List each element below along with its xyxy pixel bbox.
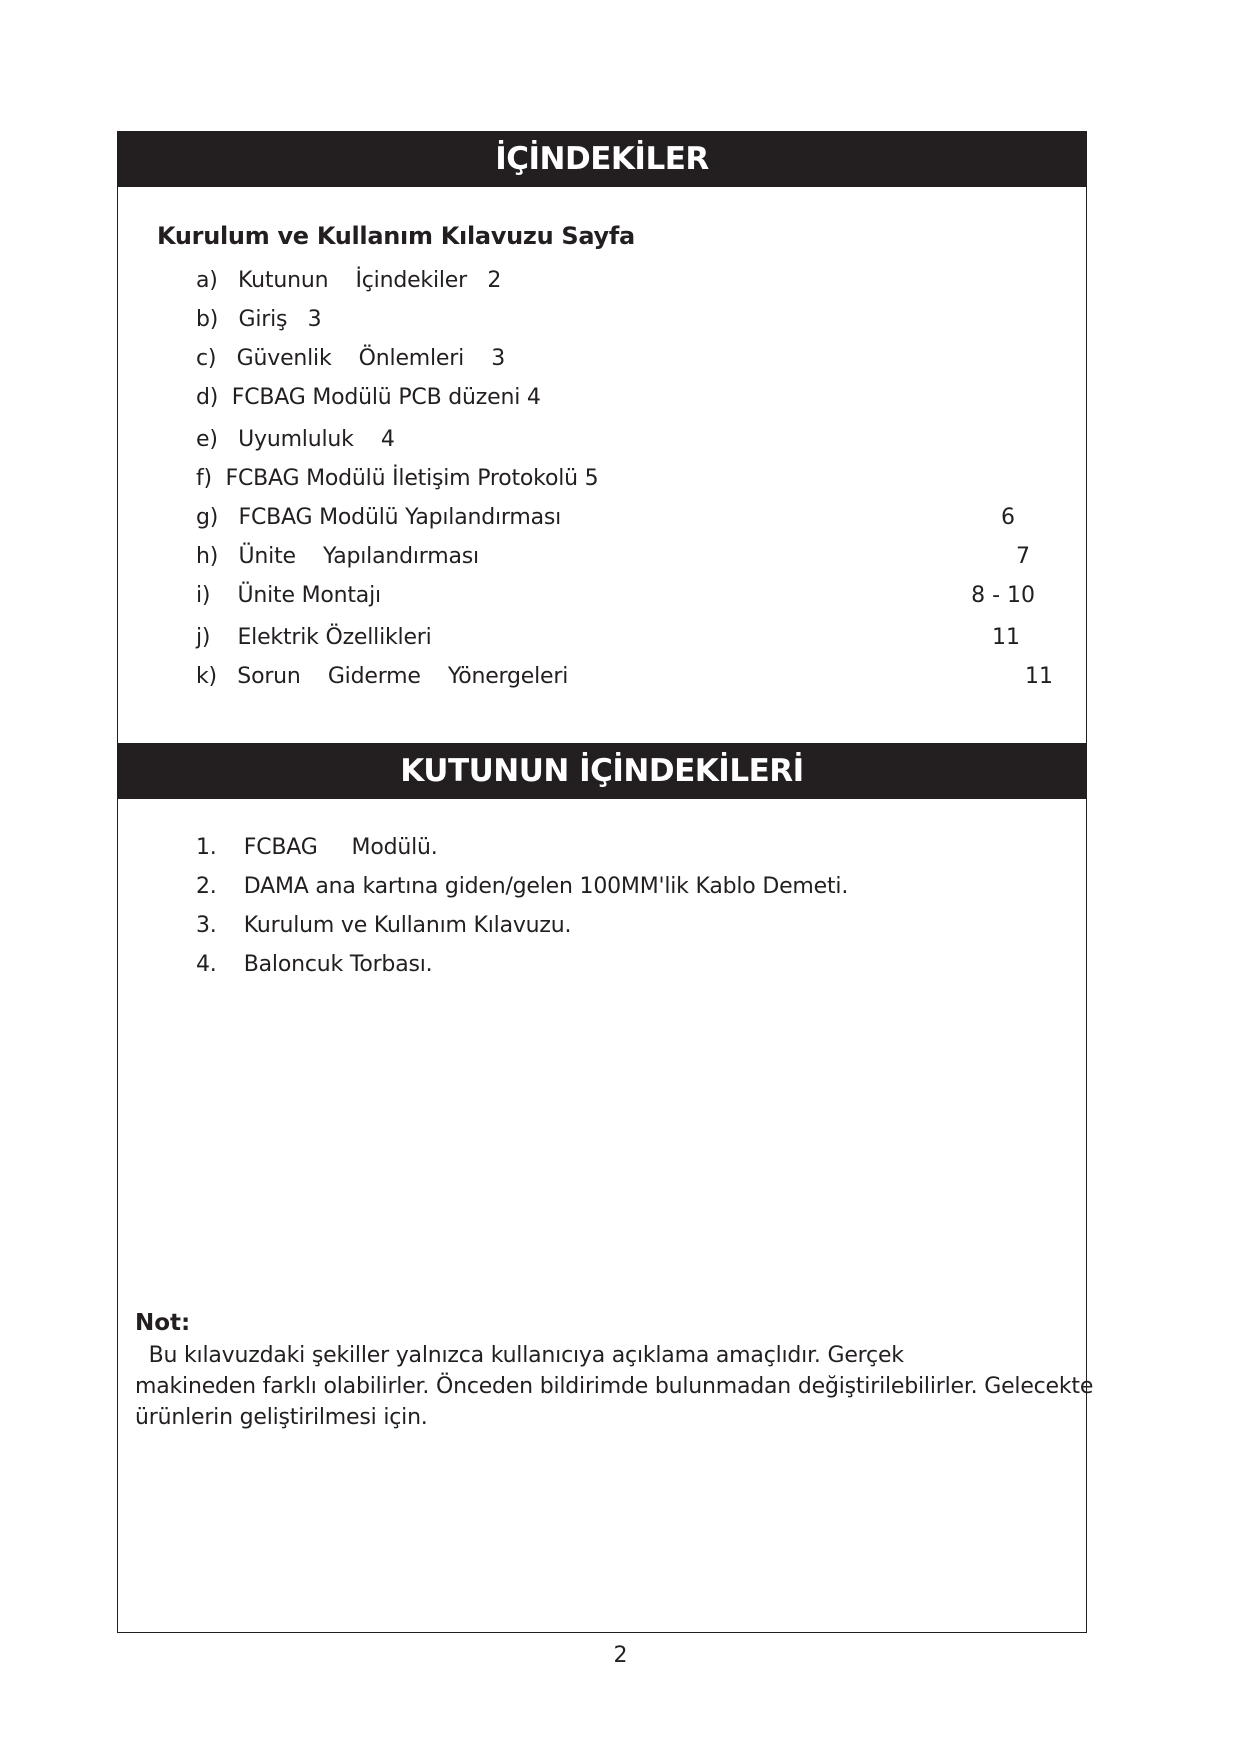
box-contents-title: KUTUNUN İÇİNDEKİLERİ [400,753,804,789]
toc-header-bar [117,131,1087,187]
note-line-3: ürünlerin geliştirilmesi için. [135,1405,428,1430]
page-number: 2 [613,1643,628,1668]
toc-item-e: e) Uyumluluk 4 [196,427,395,452]
box-item-1: 1. FCBAG Modülü. [196,835,438,860]
note-line-2: makineden farklı olabilirler. Önceden bildirimde bulunmadan değiştirilebilirler. Gelecekte [135,1374,1094,1399]
toc-item-i: i) Ünite Montajı [196,583,381,608]
toc-item-d: d) FCBAG Modülü PCB düzeni 4 [196,385,541,410]
toc-page-j: 11 [992,625,1020,650]
box-item-2: 2. DAMA ana kartına giden/gelen 100MM'lik Kablo Demeti. [196,874,849,899]
toc-item-b: b) Giriş 3 [196,307,322,332]
toc-page-g: 6 [1001,505,1015,530]
note-title: Not: [135,1310,191,1336]
toc-subtitle: Kurulum ve Kullanım Kılavuzu Sayfa [157,222,635,250]
toc-item-f: f) FCBAG Modülü İletişim Protokolü 5 [196,466,599,491]
toc-page-h: 7 [1016,544,1030,569]
toc-item-k: k) Sorun Giderme Yönergeleri [196,664,569,689]
toc-item-g: g) FCBAG Modülü Yapılandırması [196,505,562,530]
toc-item-j: j) Elektrik Özellikleri [196,625,432,650]
toc-page-k: 11 [1025,664,1053,689]
box-item-3: 3. Kurulum ve Kullanım Kılavuzu. [196,913,572,938]
toc-item-h: h) Ünite Yapılandırması [196,544,479,569]
note-body [135,1340,1094,1433]
toc-title: İÇİNDEKİLER [495,141,709,177]
box-contents-header-bar [117,743,1087,799]
toc-item-c: c) Güvenlik Önlemleri 3 [196,346,505,371]
toc-page-i: 8 - 10 [971,583,1035,608]
box-item-4: 4. Baloncuk Torbası. [196,952,433,977]
toc-item-a: a) Kutunun İçindekiler 2 [196,268,502,293]
note-line-1: Bu kılavuzdaki şekiller yalnızca kullanıcıya açıklama amaçlıdır. Gerçek [135,1343,904,1368]
